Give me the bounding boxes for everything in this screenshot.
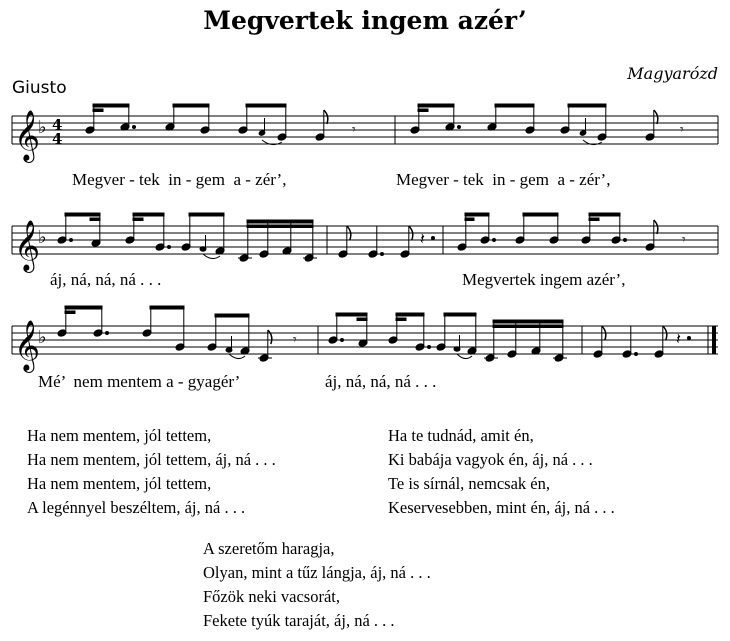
stanza-line: Ki babája vagyok én, áj, ná . . . bbox=[388, 450, 593, 469]
lyric-line: Megver - tek in - gem a - zér’, bbox=[396, 170, 611, 189]
stanza-1 bbox=[27, 424, 276, 520]
stanza-line: Főzök neki vacsorát, bbox=[203, 587, 341, 606]
time-signature-bottom: 4 bbox=[52, 130, 63, 148]
measure-2 bbox=[410, 104, 684, 145]
svg-text:𝄽: 𝄽 bbox=[420, 229, 425, 248]
treble-clef-icon: 𝄞 bbox=[14, 220, 41, 271]
lyric-line: Megver - tek in - gem a - zér’, bbox=[72, 170, 287, 189]
svg-text:𝄾: 𝄾 bbox=[680, 122, 684, 138]
stanza-line: Keservesebben, mint én, áj, ná . . . bbox=[388, 498, 615, 517]
stanza-2 bbox=[388, 424, 615, 520]
measure-1 bbox=[85, 104, 356, 145]
flat-icon: ♭ bbox=[38, 117, 47, 138]
stanza-line: Olyan, mint a tűz lángja, áj, ná . . . bbox=[203, 563, 431, 582]
time-signature-top: 4 bbox=[52, 116, 63, 134]
svg-text:𝄾: 𝄾 bbox=[682, 232, 686, 248]
tempo-marking: Giusto bbox=[12, 78, 67, 98]
svg-text:𝄽: 𝄽 bbox=[676, 329, 681, 348]
lyric-line: áj, ná, ná, ná . . . bbox=[50, 270, 162, 289]
svg-text:𝄾: 𝄾 bbox=[293, 332, 297, 348]
notes-staff-1 bbox=[85, 104, 684, 145]
flat-icon: ♭ bbox=[38, 227, 47, 248]
svg-text:𝄾: 𝄾 bbox=[352, 122, 356, 138]
song-title: Megvertek ingem azér’ bbox=[203, 6, 527, 35]
staff-1 bbox=[12, 116, 718, 144]
stanza-line: Ha nem mentem, jól tettem, bbox=[27, 474, 212, 493]
lyric-line: áj, ná, ná, ná . . . bbox=[325, 372, 437, 391]
stanza-line: A legénnyel beszéltem, áj, ná . . . bbox=[27, 498, 246, 517]
stanza-line: Fekete tyúk taraját, áj, ná . . . bbox=[203, 611, 395, 630]
stanza-3 bbox=[203, 537, 431, 633]
stanza-line: Ha nem mentem, jól tettem, bbox=[27, 426, 212, 445]
stanza-line: A szeretőm haragja, bbox=[203, 539, 335, 558]
treble-clef-icon: 𝄞 bbox=[14, 110, 41, 161]
stanza-line: Ha nem mentem, jól tettem, áj, ná . . . bbox=[27, 450, 276, 469]
origin-location: Magyarózd bbox=[627, 64, 718, 83]
lyric-line: Mé’ nem mentem a - gyagér’ bbox=[38, 372, 241, 391]
lyric-line: Megvertek ingem azér’, bbox=[462, 270, 626, 289]
treble-clef-icon: 𝄞 bbox=[14, 320, 41, 371]
stanza-line: Te is sírnál, nemcsak én, bbox=[388, 474, 550, 493]
notes-staff-2 bbox=[57, 213, 686, 262]
flat-icon: ♭ bbox=[38, 327, 47, 348]
stanza-line: Ha te tudnád, amit én, bbox=[388, 426, 534, 445]
